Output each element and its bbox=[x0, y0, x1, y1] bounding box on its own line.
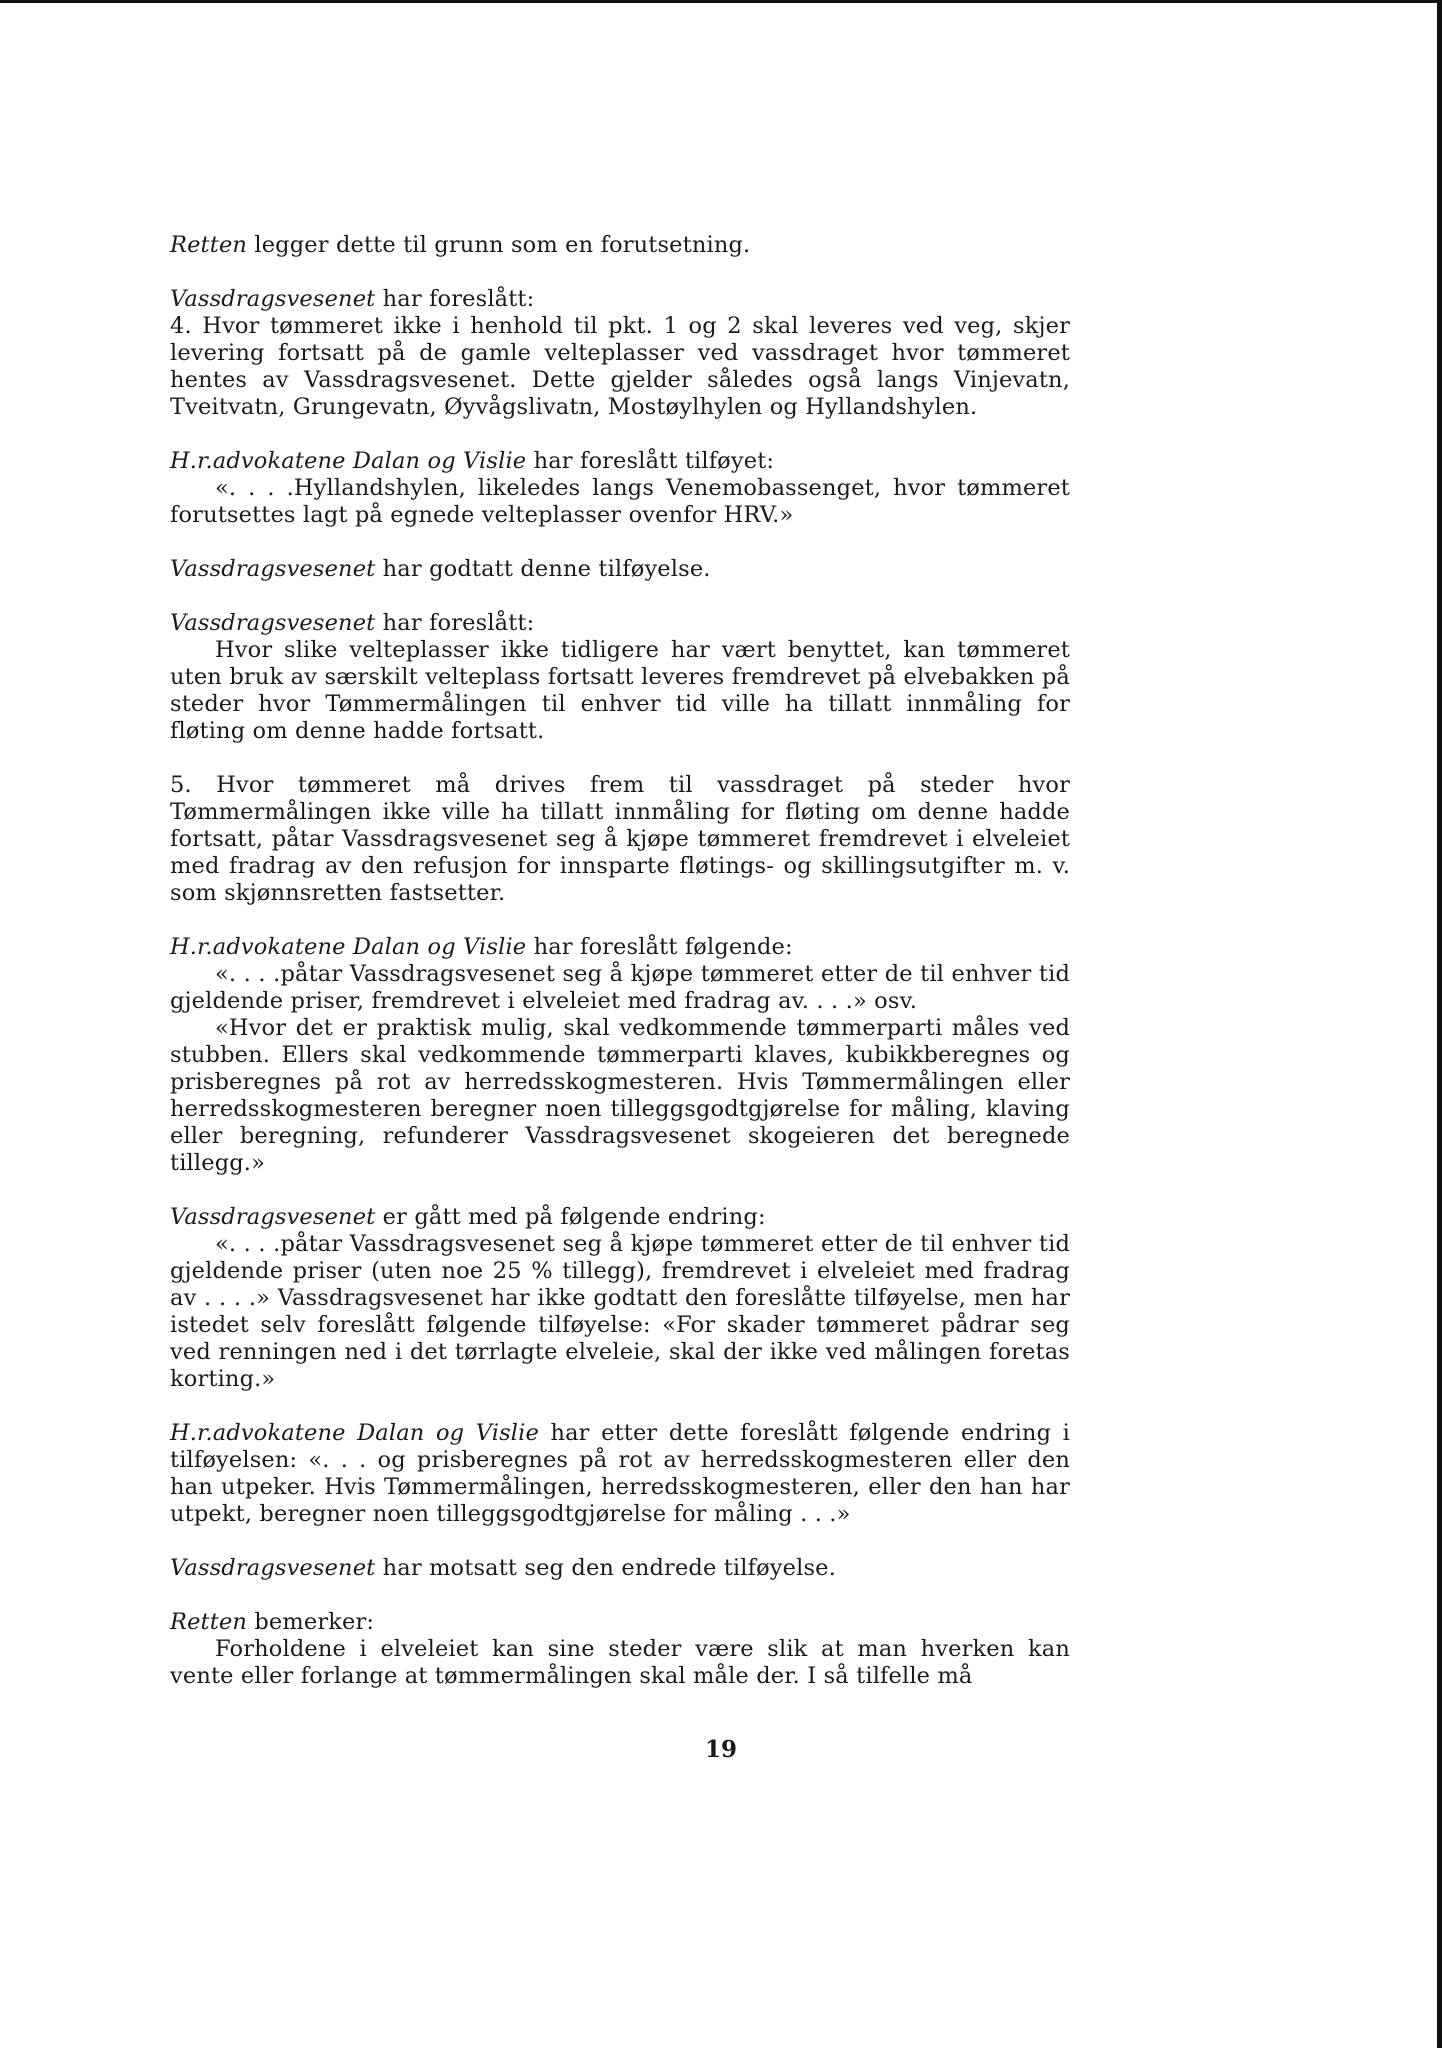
paragraph-text: er gått med på følgende endring: bbox=[375, 1204, 766, 1230]
paragraph-line bbox=[170, 1636, 1070, 1690]
paragraph-block bbox=[170, 232, 1070, 259]
speaker-label: Vassdragsvesenet bbox=[170, 556, 376, 582]
paragraph-text: har foreslått: bbox=[375, 610, 535, 636]
page-number: 19 bbox=[704, 1736, 737, 1763]
speaker-label: H.r.advokatene Dalan og Vislie bbox=[170, 448, 527, 474]
paragraph-line bbox=[170, 232, 1070, 259]
paragraph-line bbox=[170, 1015, 1070, 1177]
paragraph-line bbox=[170, 1204, 1070, 1231]
paragraph-line bbox=[170, 286, 1070, 313]
paragraph-line bbox=[170, 1231, 1070, 1393]
paragraph-text: har godtatt denne tilføyelse. bbox=[375, 556, 711, 582]
paragraph-block bbox=[170, 772, 1070, 907]
paragraph-line bbox=[170, 637, 1070, 745]
paragraph-text: har foreslått følgende: bbox=[526, 934, 793, 960]
speaker-label: Vassdragsvesenet bbox=[170, 610, 376, 636]
paragraph-line bbox=[170, 1609, 1070, 1636]
speaker-label: Vassdragsvesenet bbox=[170, 1555, 376, 1581]
paragraph-block bbox=[170, 556, 1070, 583]
paragraph-text: 4. Hvor tømmeret ikke i henhold til pkt. 1 og 2 skal leveres ved veg, skjer levering fortsatt på de gamle velteplasser ved vassdraget hvor tømmeret hentes av Vassdragsvesenet. Dette gjelder således også langs Vinjevatn, Tveitvatn, Grungevatn, Øyvågslivatn, Mostøylhylen og Hyllandshylen. bbox=[170, 313, 1070, 420]
paragraph-block bbox=[170, 1609, 1070, 1690]
speaker-label: Retten bbox=[170, 1609, 248, 1635]
paragraph-line bbox=[170, 556, 1070, 583]
paragraph-text: har foreslått tilføyet: bbox=[526, 448, 775, 474]
paragraph-line bbox=[170, 772, 1070, 907]
paragraph-block bbox=[170, 286, 1070, 421]
paragraph-line bbox=[170, 475, 1070, 529]
paragraph-text: har motsatt seg den endrede tilføyelse. bbox=[375, 1555, 836, 1581]
paragraph-text: Forholdene i elveleiet kan sine steder være slik at man hverken kan vente eller forlange at tømmermålingen skal måle der. I så tilfelle må bbox=[170, 1636, 1070, 1689]
paragraph-text: legger dette til grunn som en forutsetning. bbox=[247, 232, 751, 258]
paragraph-line bbox=[170, 1555, 1070, 1582]
paragraph-text: «. . . .påtar Vassdragsvesenet seg å kjøpe tømmeret etter de til enhver tid gjeldende priser, fremdrevet i elveleiet med fradrag av. . . .» osv. bbox=[170, 961, 1070, 1014]
paragraph-block bbox=[170, 448, 1070, 529]
document-body bbox=[170, 232, 1070, 1690]
speaker-label: H.r.advokatene Dalan og Vislie bbox=[170, 1420, 539, 1446]
paragraph-block bbox=[170, 1555, 1070, 1582]
paragraph-line bbox=[170, 313, 1070, 421]
paragraph-text: «Hvor det er praktisk mulig, skal vedkommende tømmerparti måles ved stubben. Ellers skal vedkommende tømmerparti klaves, kubikkberegnes og prisberegnes på rot av herredsskogmesteren. Hvis Tømmermålingen eller herredsskogmesteren beregner noen tilleggsgodtgjørelse for måling, klaving eller beregning, refunderer Vassdragsvesenet skogeieren det beregnede tillegg.» bbox=[170, 1015, 1070, 1176]
paragraph-line bbox=[170, 448, 1070, 475]
speaker-label: Vassdragsvesenet bbox=[170, 1204, 376, 1230]
paragraph-text: «. . . .påtar Vassdragsvesenet seg å kjøpe tømmeret etter de til enhver tid gjeldende priser (uten noe 25 % tillegg), fremdrevet i elveleiet med fradrag av . . . .» Vassdragsvesenet har ikke godtatt den foreslåtte tilføyelse, men har istedet selv foreslått følgende tilføyelse: «For skader tømmeret pådrar seg ved renningen ned i det tørrlagte elveleie, skal der ikke ved målingen foretas korting.» bbox=[170, 1231, 1070, 1392]
paragraph-block bbox=[170, 934, 1070, 1177]
paragraph-text: 5. Hvor tømmeret må drives frem til vassdraget på steder hvor Tømmermålingen ikke ville ha tillatt innmåling for fløting om denne hadde fortsatt, påtar Vassdragsvesenet seg å kjøpe tømmeret fremdrevet i elveleiet med fradrag av den refusjon for innsparte fløtings- og skillingsutgifter m. v. som skjønnsretten fastsetter. bbox=[170, 772, 1070, 906]
paragraph-text: «. . . .Hyllandshylen, likeledes langs Venemobassenget, hvor tømmeret forutsettes lagt på egnede velteplasser ovenfor HRV.» bbox=[170, 475, 1070, 528]
paragraph-line bbox=[170, 961, 1070, 1015]
paragraph-block bbox=[170, 1420, 1070, 1528]
paragraph-block bbox=[170, 610, 1070, 745]
speaker-label: Vassdragsvesenet bbox=[170, 286, 376, 312]
paragraph-line bbox=[170, 610, 1070, 637]
scan-border-top bbox=[0, 0, 1442, 3]
paragraph-text: Hvor slike velteplasser ikke tidligere har vært benyttet, kan tømmeret uten bruk av særskilt velteplass fortsatt leveres fremdrevet på elvebakken på steder hvor Tømmermålingen til enhver tid ville ha tillatt innmåling for fløting om denne hadde fortsatt. bbox=[170, 637, 1070, 744]
paragraph-block bbox=[170, 1204, 1070, 1393]
speaker-label: Retten bbox=[170, 232, 248, 258]
speaker-label: H.r.advokatene Dalan og Vislie bbox=[170, 934, 527, 960]
paragraph-line bbox=[170, 934, 1070, 961]
paragraph-text: har etter dette foreslått følgende endring i tilføyelsen: «. . . og prisberegnes på rot av herredsskogmesteren eller den han utpeker. Hvis Tømmermålingen, herredsskogmesteren, eller den han har utpekt, beregner noen tilleggsgodtgjørelse for måling . . .» bbox=[170, 1420, 1070, 1527]
paragraph-line bbox=[170, 1420, 1070, 1528]
paragraph-text: bemerker: bbox=[247, 1609, 375, 1635]
paragraph-text: har foreslått: bbox=[375, 286, 535, 312]
